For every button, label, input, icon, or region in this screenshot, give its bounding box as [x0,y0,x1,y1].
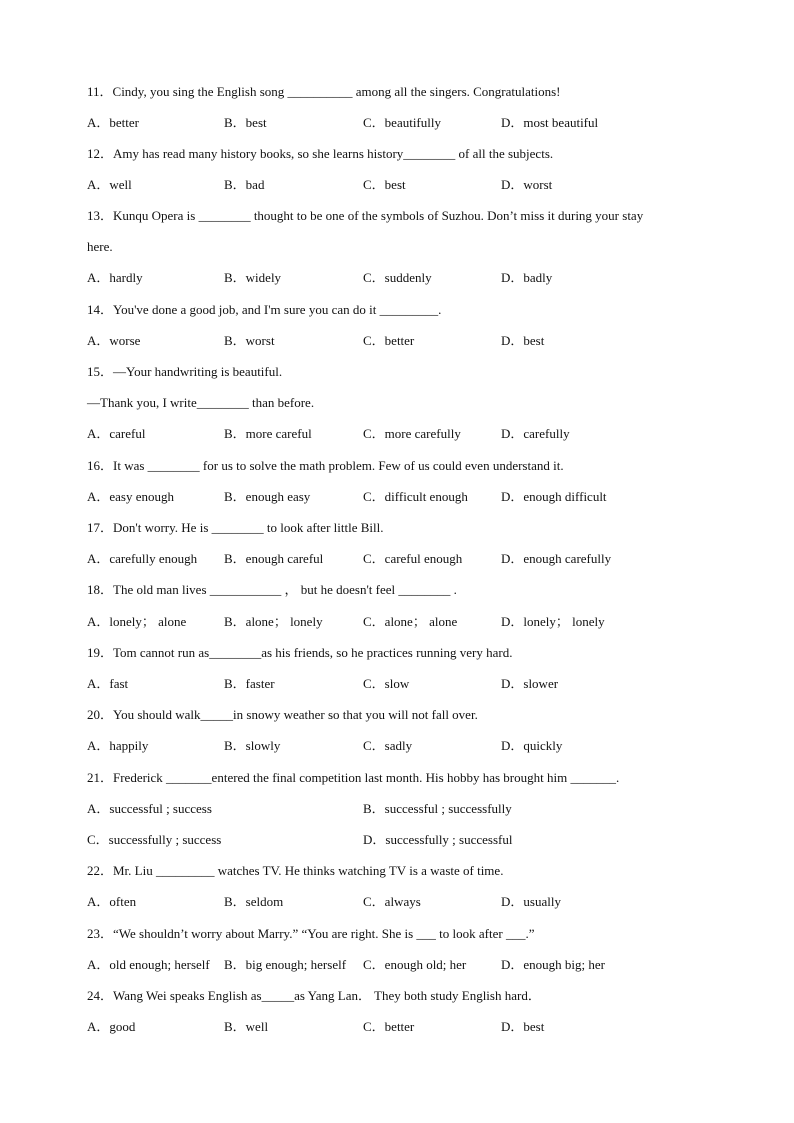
question-17-option-a: A．carefully enough [87,551,198,566]
question-13-stem-continued: here. [87,239,113,254]
question-24-option-b: B．well [224,1019,269,1034]
question-19-option-a: A．fast [87,676,129,691]
question-17-option-c: C．careful enough [363,551,463,566]
question-17-option-d: D．enough carefully [501,551,612,566]
question-14-option-a: A．worse [87,333,141,348]
question-20-option-a: A．happily [87,738,149,753]
question-22-option-a: A．often [87,894,137,909]
question-11-option-a: A．better [87,115,139,130]
question-19-option-c: C．slow [363,676,410,691]
question-16-option-c: C．difficult enough [363,489,468,504]
question-23-option-a: A．old enough; herself [87,957,210,972]
question-23-option-b: B．big enough; herself [224,957,347,972]
question-12-option-d: D．worst [501,177,553,192]
question-20-stem: 20．You should walk_____in snowy weather so that you will not fall over. [87,707,478,722]
question-18-option-d: D．lonely； lonely [501,614,605,629]
question-15-option-b: B．more careful [224,426,312,441]
question-15-option-c: C．more carefully [363,426,461,441]
question-24-stem: 24．Wang Wei speaks English as_____as Yang Lan． They both study English hard． [87,988,541,1003]
question-13-option-c: C．suddenly [363,270,432,285]
question-18-option-a: A．lonely； alone [87,614,187,629]
question-24-option-d: D．best [501,1019,545,1034]
question-14-option-d: D．best [501,333,545,348]
question-18-option-c: C．alone； alone [363,614,458,629]
question-23-option-d: D．enough big; her [501,957,605,972]
question-11-option-d: D．most beautiful [501,115,599,130]
question-22-option-c: C．always [363,894,421,909]
question-14-option-b: B．worst [224,333,275,348]
question-19-option-b: B．faster [224,676,275,691]
question-13-stem: 13．Kunqu Opera is ________ thought to be one of the symbols of Suzhou. Don’t miss it during your stay [87,208,644,223]
question-12-option-c: C．best [363,177,406,192]
question-13-option-d: D．badly [501,270,553,285]
question-21-stem: 21．Frederick _______entered the final competition last month. His hobby has brought him _______. [87,770,620,785]
question-19-stem: 19．Tom cannot run as________as his friends, so he practices running very hard. [87,645,513,660]
question-20-option-b: B．slowly [224,738,281,753]
question-12-option-b: B．bad [224,177,265,192]
question-21-option-a: A．successful ; success [87,801,212,816]
question-17-option-b: B．enough careful [224,551,324,566]
question-20-option-d: D．quickly [501,738,563,753]
question-11-stem: 11．Cindy, you sing the English song __________ among all the singers. Congratulations! [87,84,561,99]
question-20-option-c: C．sadly [363,738,413,753]
question-13-option-b: B．widely [224,270,282,285]
question-15-option-d: D．carefully [501,426,570,441]
question-16-option-b: B．enough easy [224,489,311,504]
question-21-option-d: D．successfully ; successful [363,832,513,847]
question-22-option-b: B．seldom [224,894,284,909]
question-14-option-c: C．better [363,333,415,348]
question-11-option-b: B．best [224,115,267,130]
question-17-stem: 17．Don't worry. He is ________ to look after little Bill. [87,520,384,535]
question-23-option-c: C．enough old; her [363,957,467,972]
question-22-option-d: D．usually [501,894,561,909]
question-22-stem: 22．Mr. Liu _________ watches TV. He thinks watching TV is a waste of time. [87,863,504,878]
question-24-option-a: A．good [87,1019,136,1034]
question-24-option-c: C．better [363,1019,415,1034]
question-11-option-c: C．beautifully [363,115,441,130]
question-13-option-a: A．hardly [87,270,143,285]
question-21-option-c: C．successfully ; success [87,832,222,847]
question-21-option-b: B．successful ; successfully [363,801,512,816]
question-15-option-a: A．careful [87,426,146,441]
question-23-stem: 23．“We shouldn’t worry about Marry.” “You are right. She is ___ to look after ___.” [87,926,535,941]
question-14-stem: 14．You've done a good job, and I'm sure you can do it _________. [87,302,442,317]
question-16-option-d: D．enough difficult [501,489,607,504]
question-19-option-d: D．slower [501,676,559,691]
question-12-stem: 12．Amy has read many history books, so she learns history________ of all the subjects. [87,146,554,161]
question-16-stem: 16．It was ________ for us to solve the math problem. Few of us could even understand it. [87,458,564,473]
question-15-stem: 15．—Your handwriting is beautiful. [87,364,283,379]
question-16-option-a: A．easy enough [87,489,175,504]
question-18-option-b: B．alone； lonely [224,614,323,629]
question-12-option-a: A．well [87,177,132,192]
question-15-stem-reply: —Thank you, I write________ than before. [87,395,315,410]
question-18-stem: 18．The old man lives ___________ ， but he doesn't feel ________ . [87,582,457,597]
